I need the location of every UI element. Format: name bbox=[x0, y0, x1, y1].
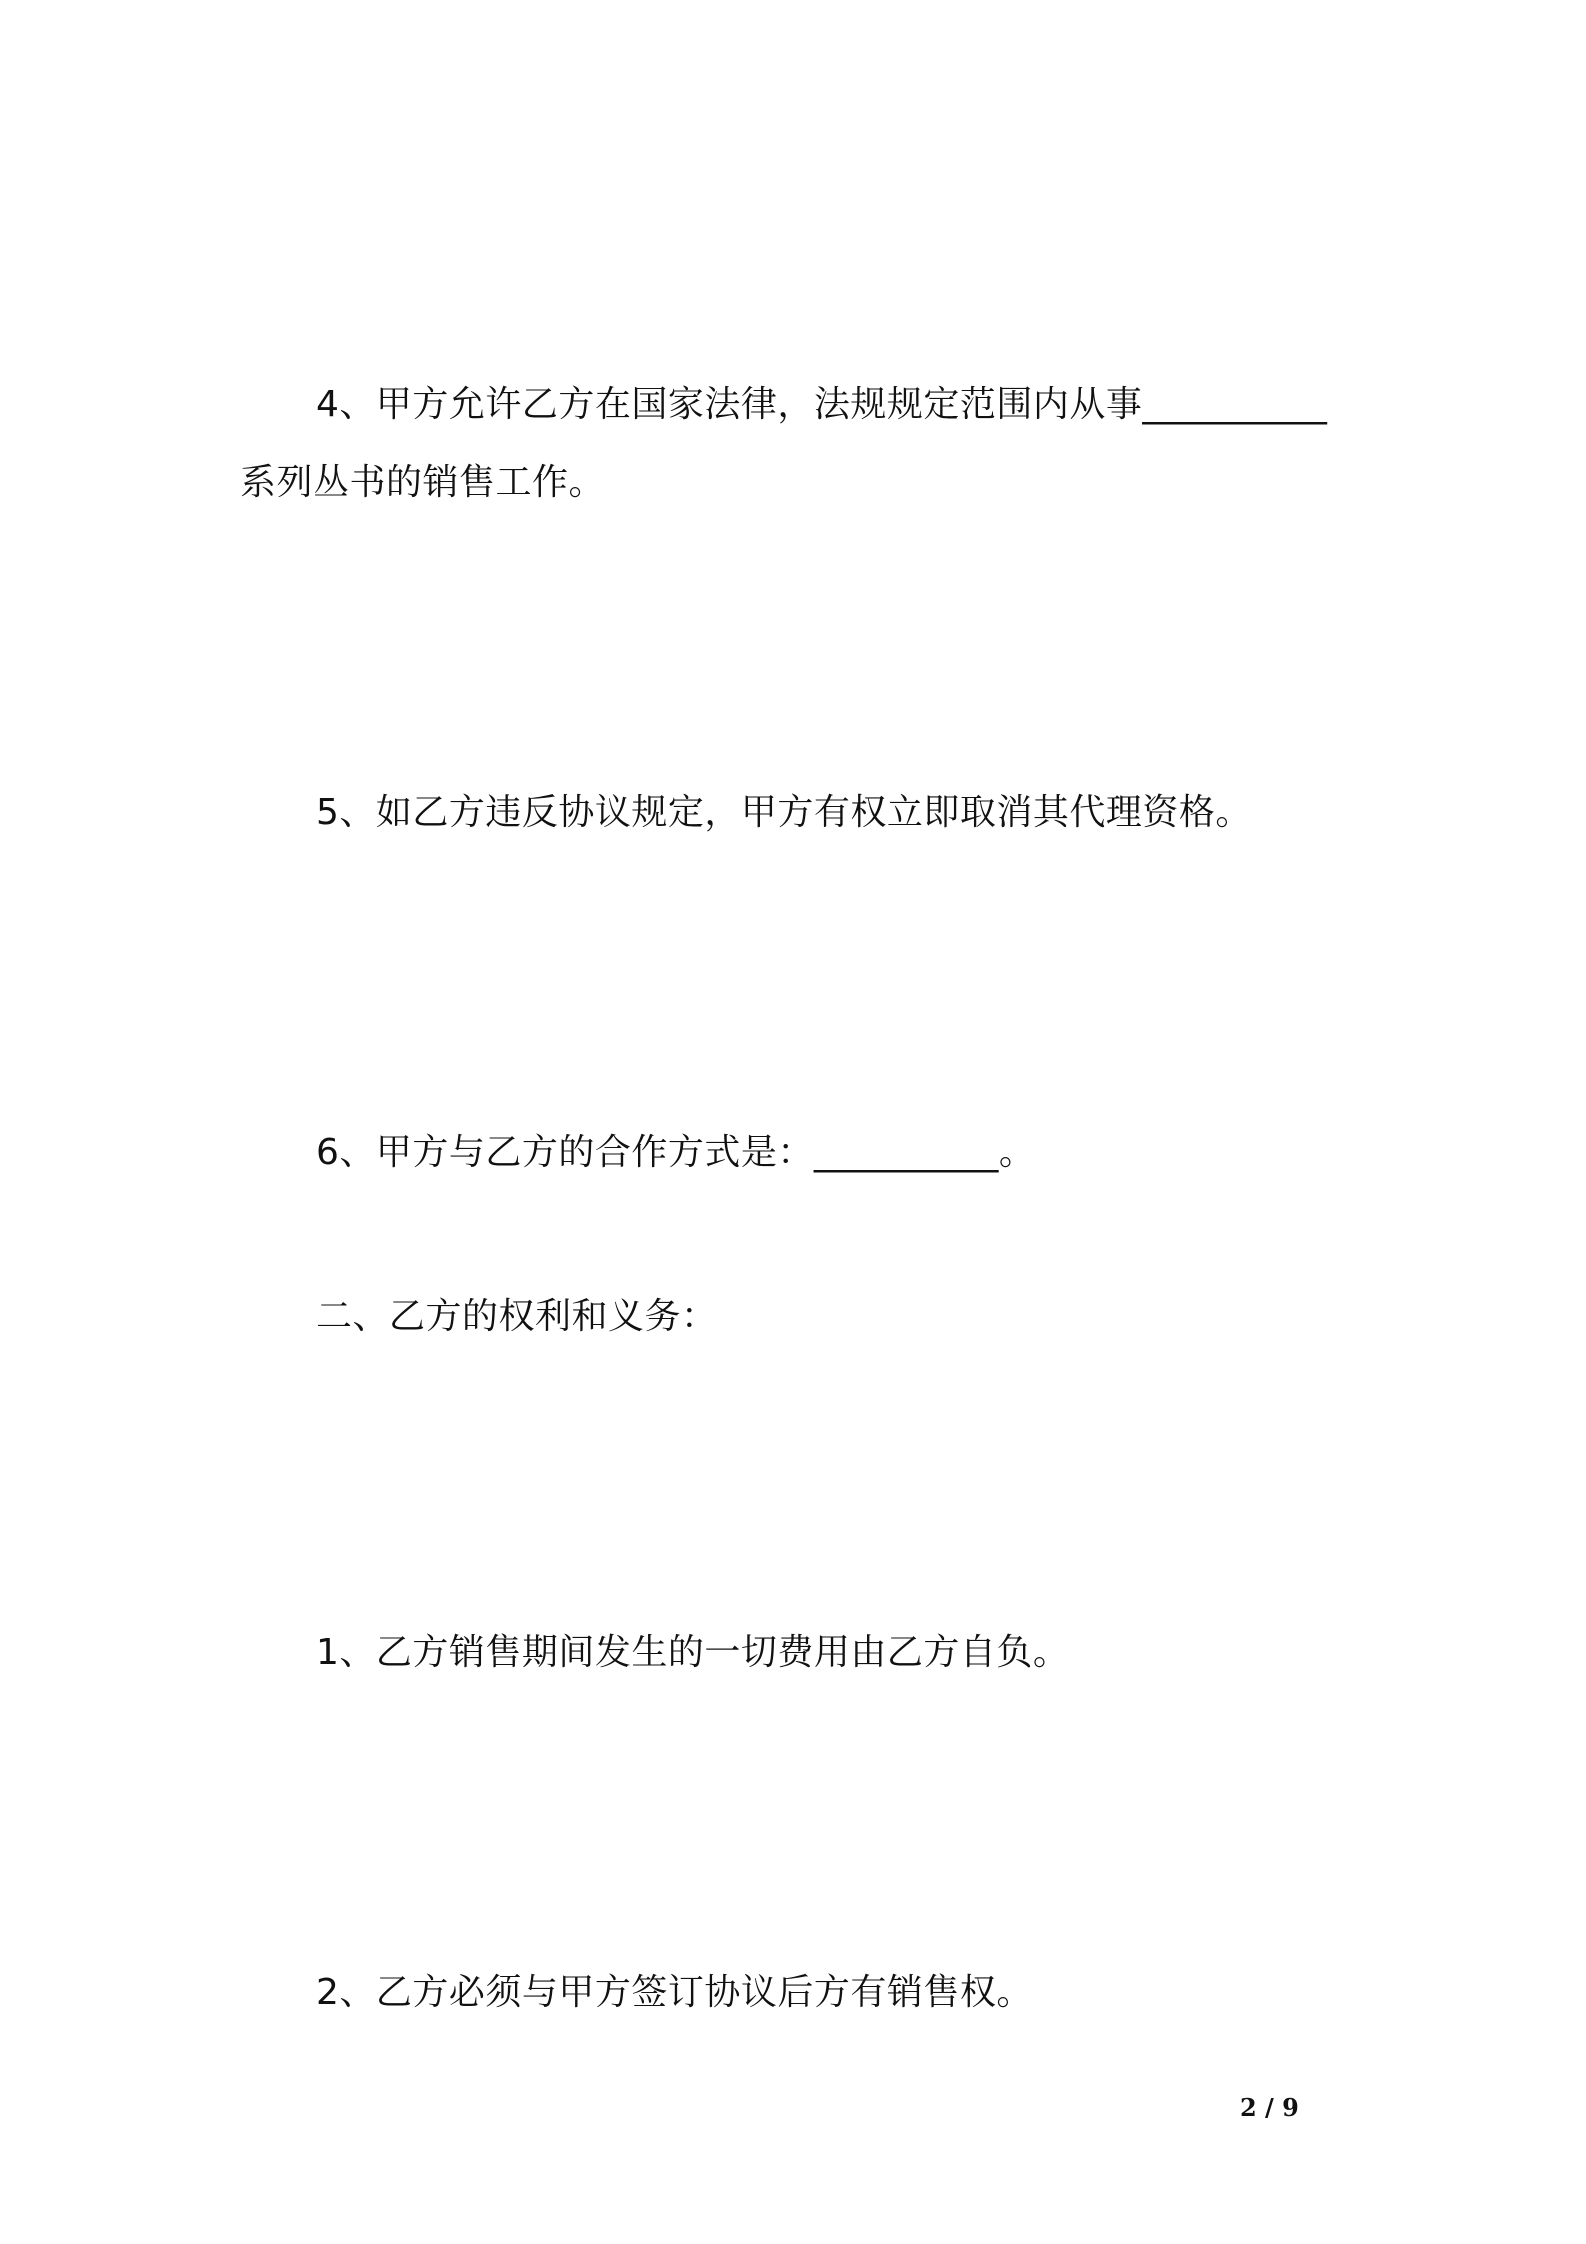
clause-paragraph: 6、甲方与乙方的合作方式是：__________。 bbox=[316, 1132, 1036, 1173]
clause-paragraph: 1、乙方销售期间发生的一切费用由乙方自负。 bbox=[316, 1632, 1070, 1673]
clause-paragraph: 2、乙方必须与甲方签订协议后方有销售权。 bbox=[316, 1972, 1033, 2013]
clause-paragraph: 5、如乙方违反协议规定，甲方有权立即取消其代理资格。 bbox=[316, 792, 1252, 833]
clause-paragraph: 4、甲方允许乙方在国家法律，法规规定范围内从事__________系列丛书的销售工作。 bbox=[240, 384, 1328, 503]
section-heading: 二、乙方的权利和义务： bbox=[316, 1296, 718, 1337]
page-number: 2 / 9 bbox=[1240, 2093, 1299, 2122]
